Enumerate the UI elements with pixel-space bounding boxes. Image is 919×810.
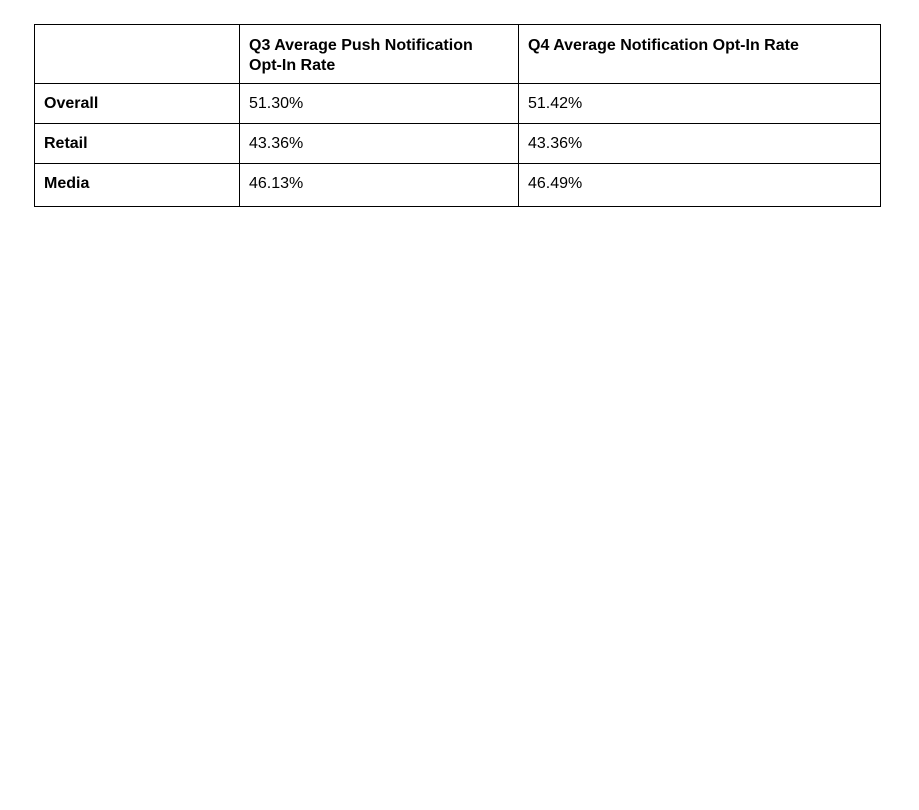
cell-retail-q4: 43.36% — [519, 124, 881, 164]
header-q4-rate: Q4 Average Notification Opt-In Rate — [519, 25, 881, 84]
cell-media-q3: 46.13% — [240, 164, 519, 207]
row-label-retail: Retail — [35, 124, 240, 164]
cell-media-q4: 46.49% — [519, 164, 881, 207]
table-row — [35, 124, 881, 164]
row-label-media: Media — [35, 164, 240, 207]
header-corner-cell — [35, 25, 240, 84]
header-q3-rate: Q3 Average Push Notification Opt-In Rate — [240, 25, 519, 84]
table-row — [35, 164, 881, 207]
opt-in-rate-table — [34, 24, 881, 207]
cell-retail-q3: 43.36% — [240, 124, 519, 164]
table-header-row — [35, 25, 881, 84]
cell-overall-q4: 51.42% — [519, 84, 881, 124]
row-label-overall: Overall — [35, 84, 240, 124]
cell-overall-q3: 51.30% — [240, 84, 519, 124]
table-row — [35, 84, 881, 124]
